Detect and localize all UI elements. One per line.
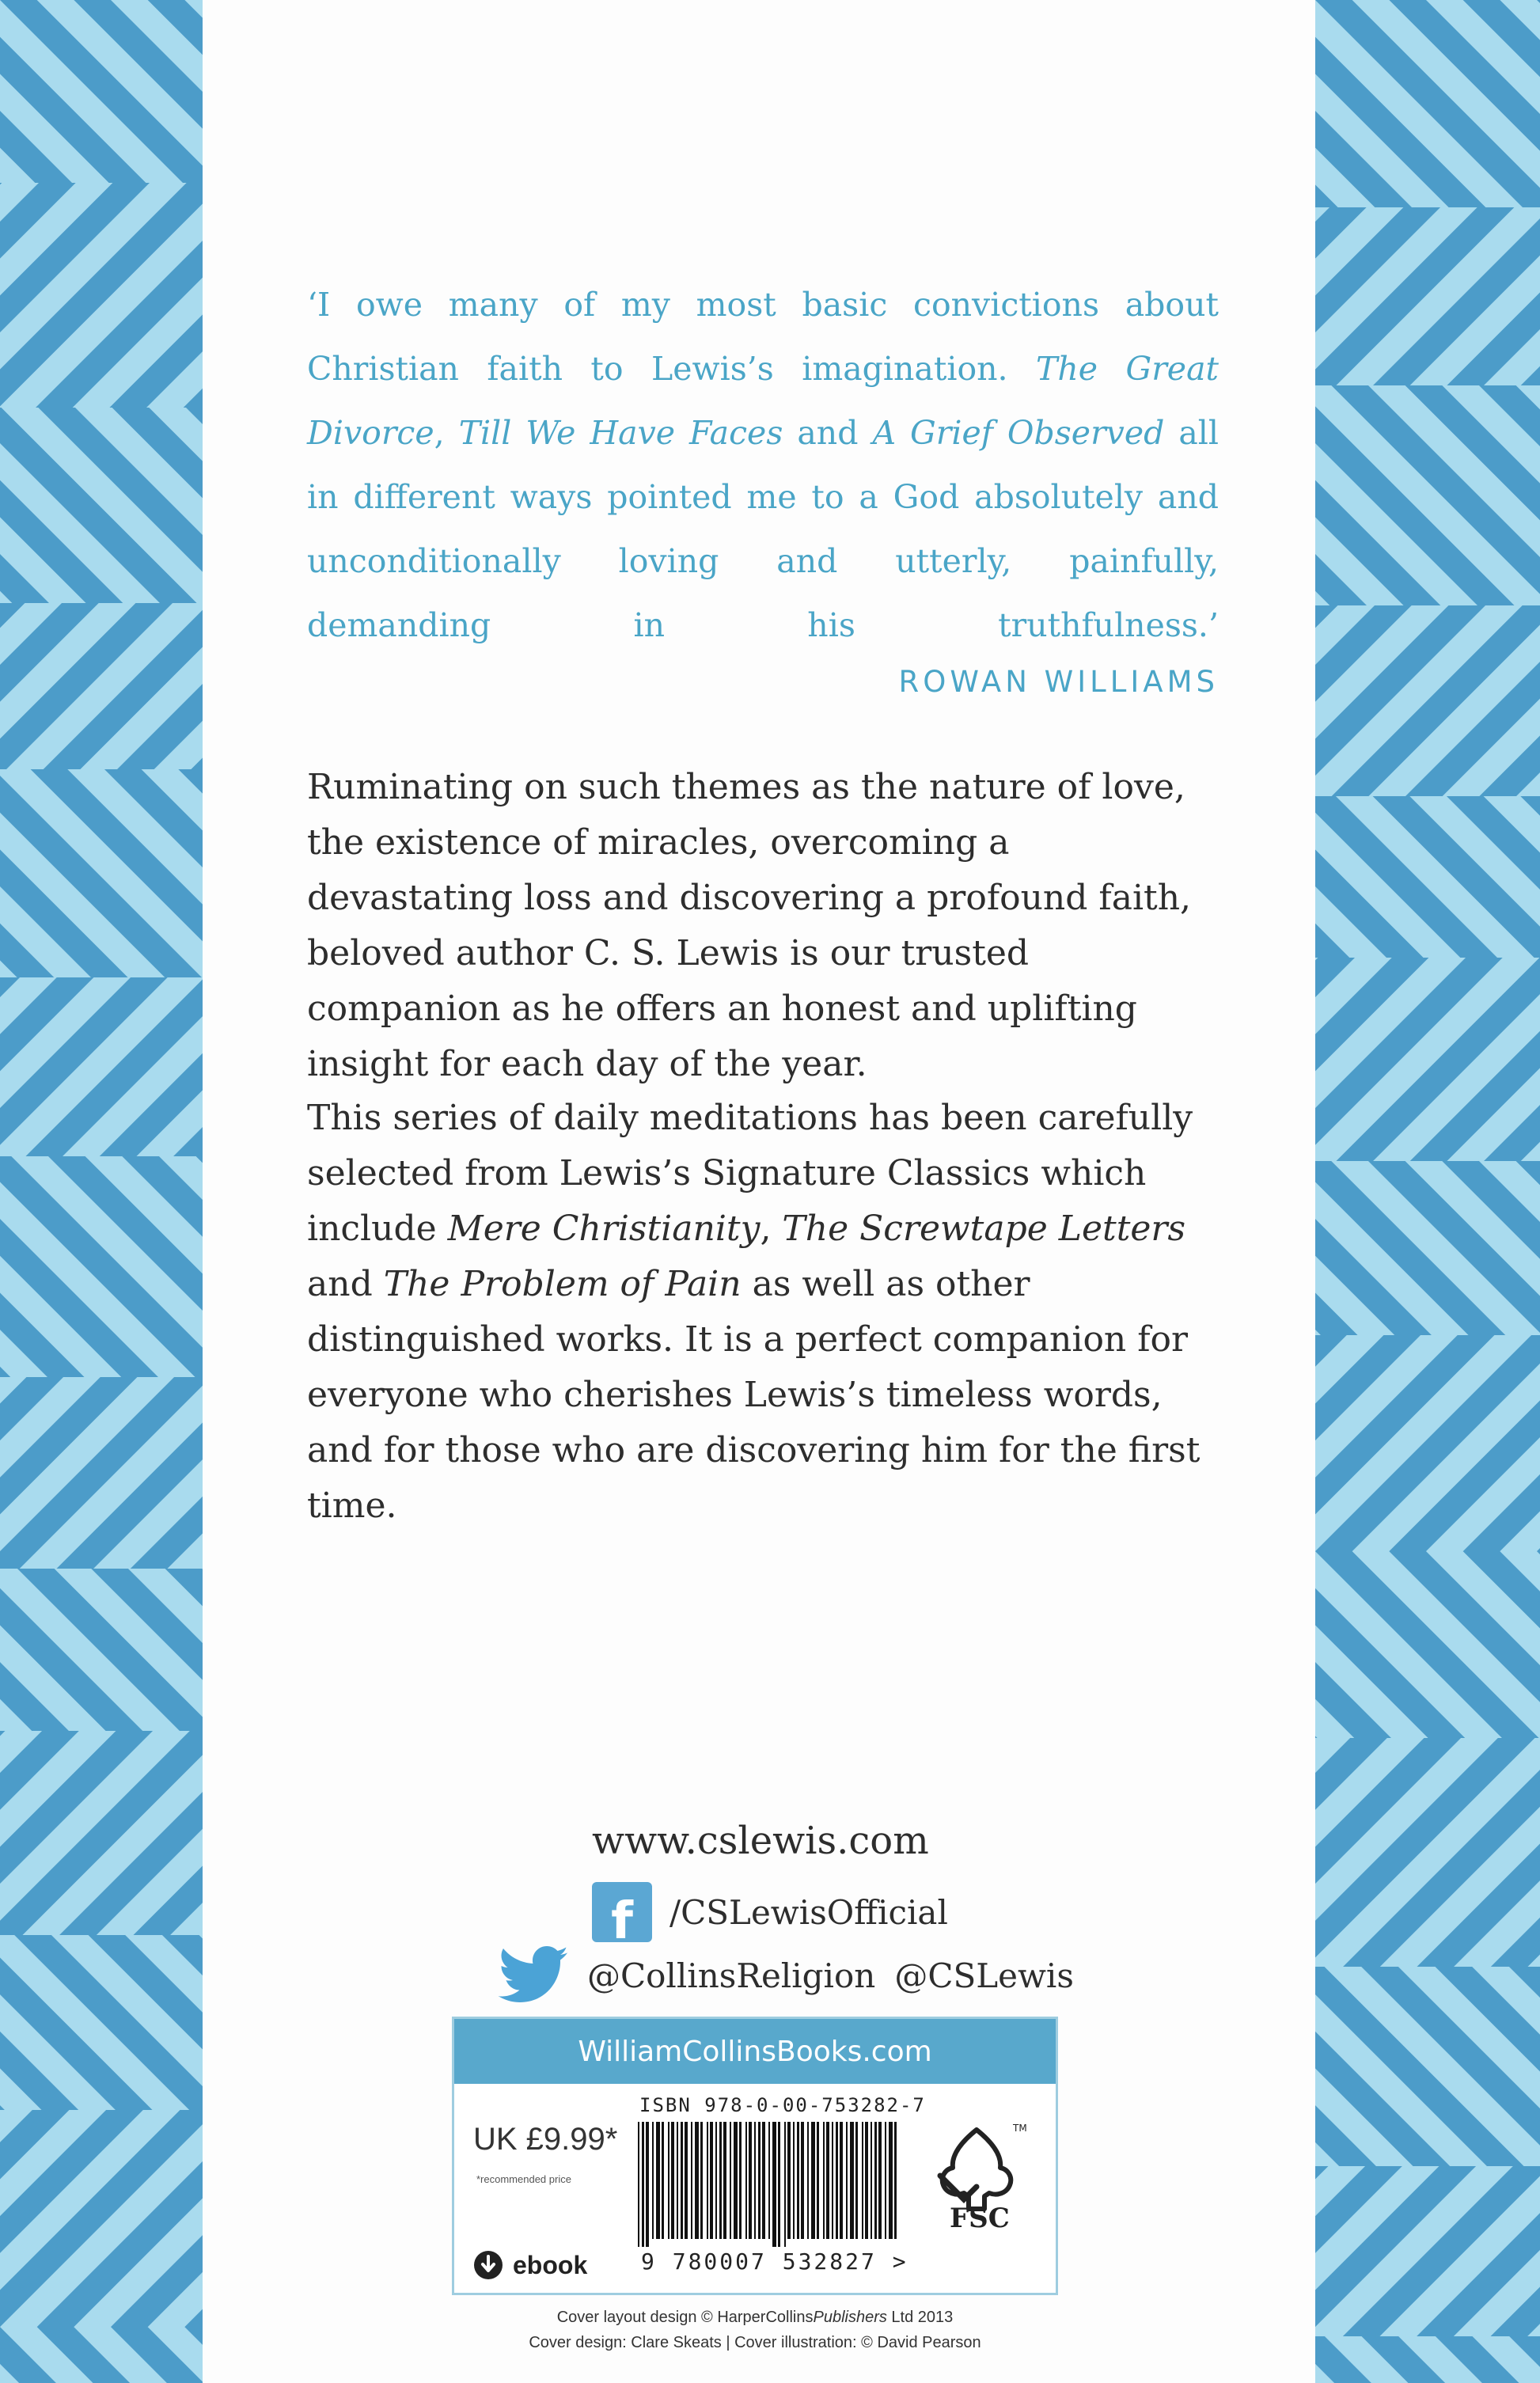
barcode-icon <box>636 2122 899 2247</box>
download-arrow-icon <box>473 2250 503 2280</box>
website-link[interactable]: www.cslewis.com <box>592 1819 929 1863</box>
publisher-site[interactable]: WilliamCollinsBooks.com <box>454 2019 1056 2084</box>
credits-line-2: Cover design: Clare Skeats | Cover illustration: © David Pearson <box>529 2334 981 2351</box>
left-stripe-pattern <box>0 0 203 2383</box>
facebook-link[interactable] <box>592 1882 948 1951</box>
quote-opening: ‘I owe many of my most basic convictions about Christian faith to Lewis’s imagination. <box>307 286 1219 388</box>
ebook-badge <box>473 2250 587 2280</box>
quote-title-till-we-have-faces: Till We Have Faces <box>458 414 783 452</box>
publisher-info-box <box>452 2017 1058 2295</box>
twitter-handle-cslewis[interactable]: @CSLewis <box>894 1956 1074 1995</box>
blurb-paragraph-1: Ruminating on such themes as the nature of love, the existence of miracles, overcoming a devastating loss and discovering a profound faith, beloved author C. S. Lewis is our trusted companion as he offers an honest and uplifting insight for each day of the year. <box>307 767 1192 1084</box>
title-problem-of-pain: The Problem of Pain <box>383 1264 742 1304</box>
twitter-icon <box>499 1945 570 2005</box>
title-screwtape-letters: The Screwtape Letters <box>782 1209 1186 1249</box>
endorsement-quote: ‘I owe many of my most basic convictions about Christian faith to Lewis’s imagination. The Great Divorce, Till We Have Faces and A Grief Observed all in different ways pointed me to a God absolutely and unconditionally loving and utterly, painfully, demanding in his truthfulness.’ <box>307 286 1219 644</box>
credits-line-1: Cover layout design © HarperCollinsPublishers Ltd 2013 <box>556 2309 954 2326</box>
quote-rest: all in different ways pointed me to a God absolutely and unconditionally loving and utterly, painfully, demanding in his truthfulness.’ <box>307 414 1219 644</box>
cover-credits <box>452 2305 1058 2355</box>
twitter-links <box>499 1945 1074 2005</box>
quote-title-grief-observed: A Grief Observed <box>872 414 1165 452</box>
twitter-handle-collinsreligion[interactable]: @CollinsReligion <box>587 1956 876 1995</box>
right-stripe-pattern <box>1315 0 1540 2383</box>
fsc-label: FSC <box>950 2203 1010 2234</box>
quote-title-great-divorce: The Great Divorce <box>307 350 1219 452</box>
svg-text:TM: TM <box>1013 2123 1027 2134</box>
facebook-icon: f <box>592 1882 652 1942</box>
quote-attribution: ROWAN WILLIAMS <box>898 665 1219 699</box>
facebook-handle: /CSLewisOfficial <box>669 1892 948 1932</box>
title-mere-christianity: Mere Christianity <box>447 1209 761 1249</box>
price: UK £9.99* <box>473 2122 618 2157</box>
price-note: *recommended price <box>476 2173 571 2185</box>
blurb-paragraph-2: This series of daily meditations has been carefully selected from Lewis’s Signature Classics which include Mere Christianity, The Screwtape Letters and The Problem of Pain as well as other distinguished works. It is a perfect companion for everyone who cherishes Lewis’s timeless words, and for those who are discovering him for the first time. <box>307 1098 1201 1526</box>
ebook-label: ebook <box>513 2250 588 2279</box>
barcode-digits: 9 780007 532827 > <box>641 2248 908 2275</box>
isbn: ISBN 978-0-00-753282-7 <box>639 2094 926 2116</box>
